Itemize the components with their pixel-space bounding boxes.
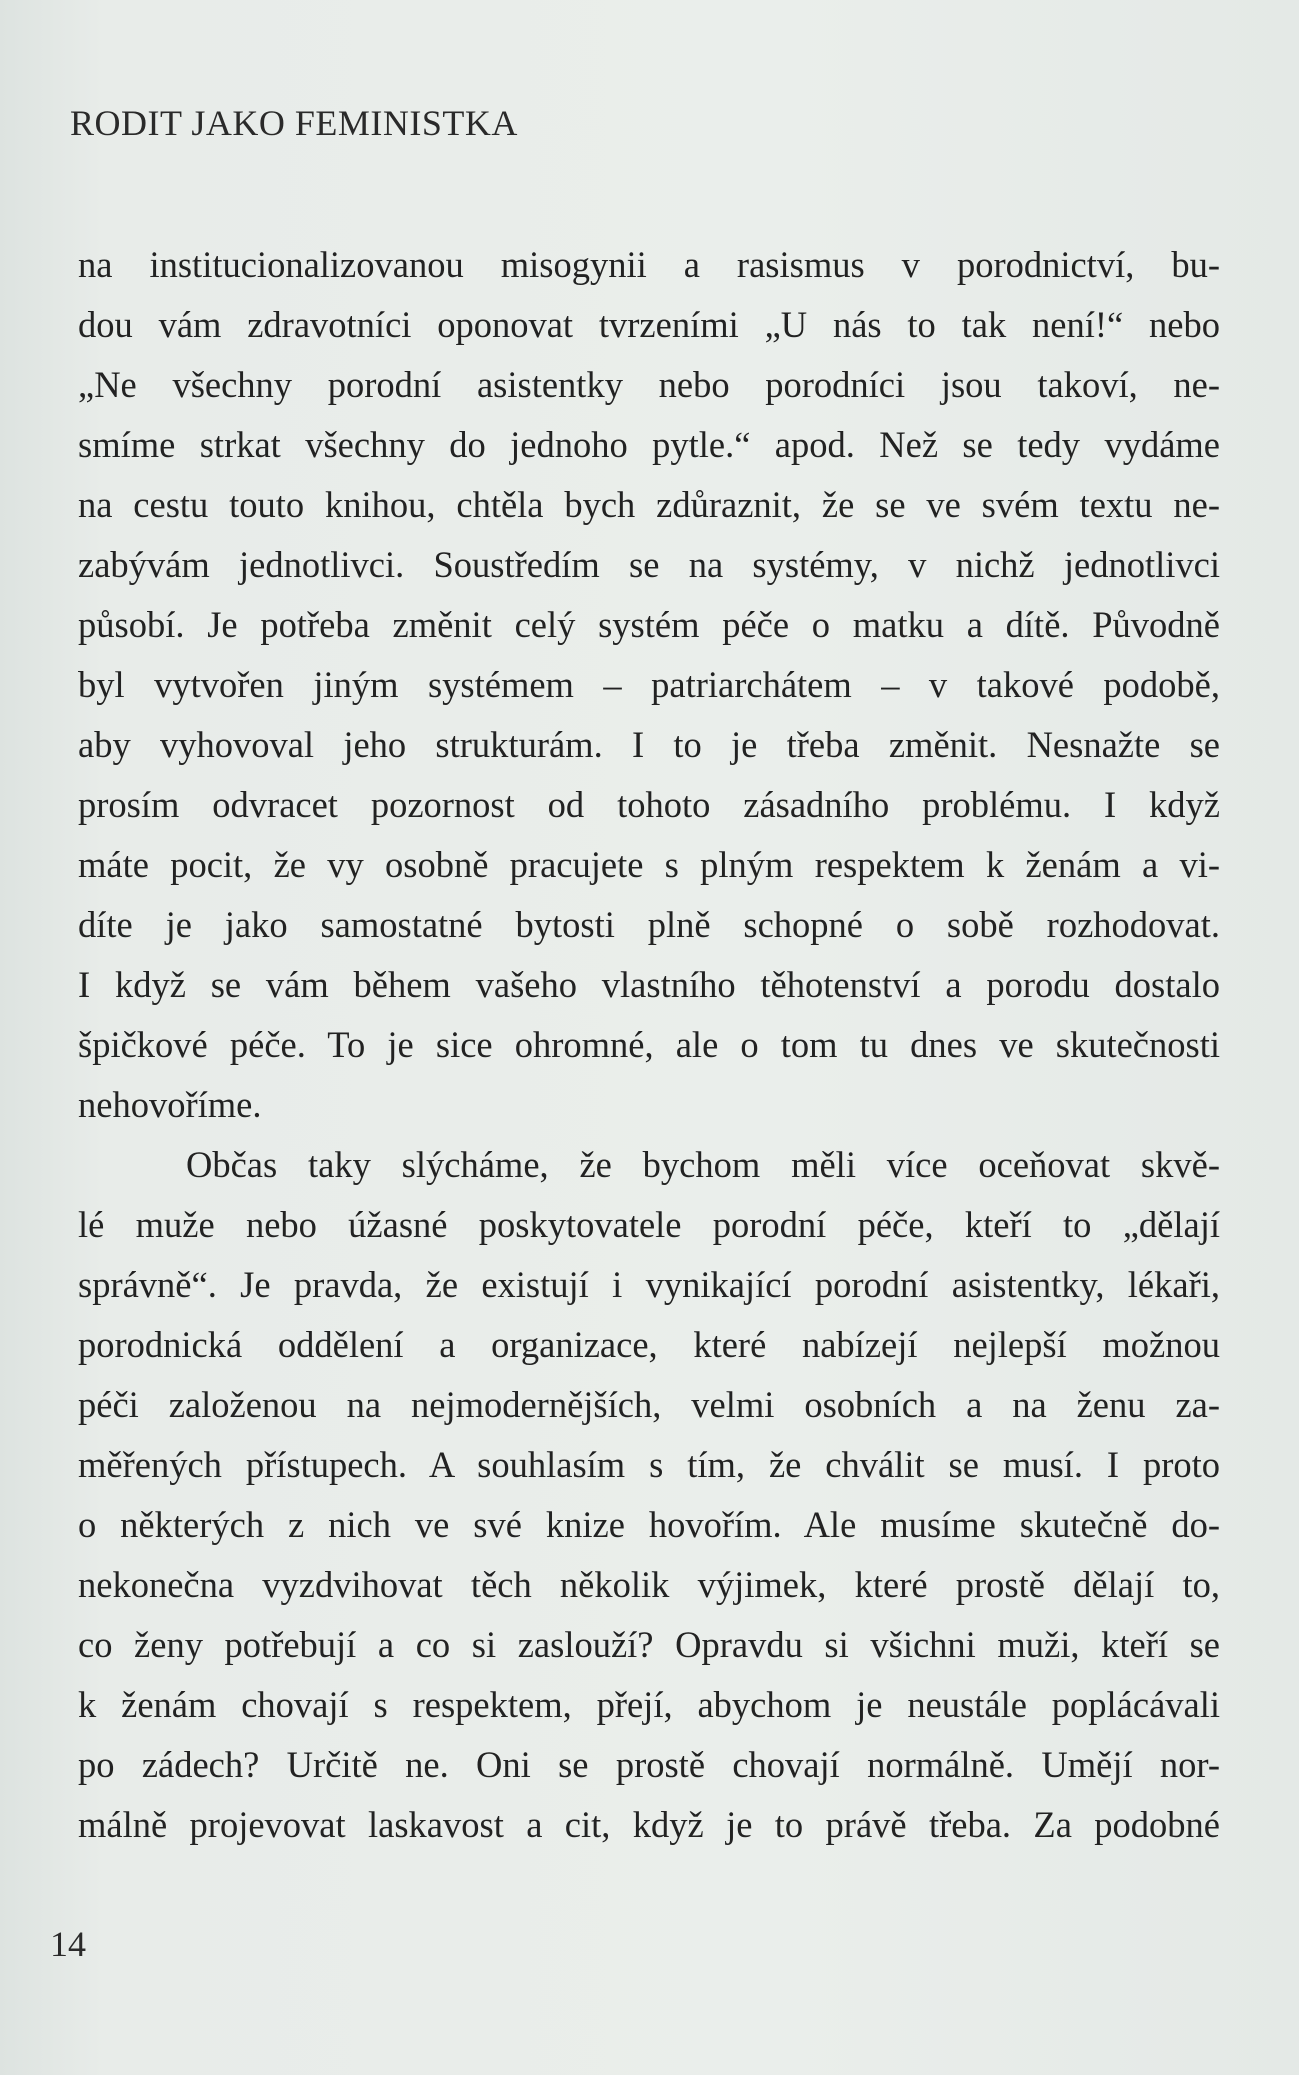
text-line: máte pocit, že vy osobně pracujete s plným respektem k ženám a vi- — [78, 844, 1220, 885]
text-line: působí. Je potřeba změnit celý systém péče o matku a dítě. Původně — [78, 604, 1220, 645]
text-line: málně projevovat laskavost a cit, když je to právě třeba. Za podobné — [78, 1804, 1220, 1845]
text-line: nekonečna vyzdvihovat těch několik výjimek, které prostě dělají to, — [78, 1564, 1220, 1605]
text-line: špičkové péče. To je sice ohromné, ale o tom tu dnes ve skutečnosti — [78, 1024, 1220, 1065]
body-text — [78, 235, 1220, 1855]
text-line: lé muže nebo úžasné poskytovatele porodní péče, kteří to „dělají — [78, 1204, 1220, 1245]
text-line: prosím odvracet pozornost od tohoto zásadního problému. I když — [78, 784, 1220, 825]
text-line: „Ne všechny porodní asistentky nebo porodníci jsou takoví, ne- — [78, 364, 1220, 405]
page-number: 14 — [50, 1924, 86, 1964]
text-line: na cestu touto knihou, chtěla bych zdůraznit, že se ve svém textu ne- — [78, 484, 1220, 525]
text-line: I když se vám během vašeho vlastního těhotenství a porodu dostalo — [78, 964, 1220, 1005]
text-line: zabývám jednotlivci. Soustředím se na systémy, v nichž jednotlivci — [78, 544, 1220, 585]
text-line: na institucionalizovanou misogynii a rasismus v porodnictví, bu- — [78, 244, 1220, 285]
running-head: RODIT JAKO FEMINISTKA — [70, 103, 518, 143]
text-line: k ženám chovají s respektem, přejí, abychom je neustále poplácávali — [78, 1684, 1220, 1725]
text-line: po zádech? Určitě ne. Oni se prostě chovají normálně. Umějí nor- — [78, 1744, 1220, 1785]
text-line: smíme strkat všechny do jednoho pytle.“ apod. Než se tedy vydáme — [78, 424, 1220, 465]
text-line: aby vyhovoval jeho strukturám. I to je třeba změnit. Nesnažte se — [78, 724, 1220, 765]
text-line: co ženy potřebují a co si zaslouží? Opravdu si všichni muži, kteří se — [78, 1624, 1220, 1665]
paragraph-1 — [78, 235, 1220, 1135]
text-line: nehovoříme. — [78, 1084, 262, 1125]
text-line: měřených přístupech. A souhlasím s tím, že chválit se musí. I proto — [78, 1444, 1220, 1485]
text-line: Občas taky slýcháme, že bychom měli více oceňovat skvě- — [186, 1144, 1220, 1185]
text-line: správně“. Je pravda, že existují i vynikající porodní asistentky, lékaři, — [78, 1264, 1220, 1305]
text-line: o některých z nich ve své knize hovořím. Ale musíme skutečně do- — [78, 1504, 1220, 1545]
text-line: díte je jako samostatné bytosti plně schopné o sobě rozhodovat. — [78, 904, 1220, 945]
text-line: porodnická oddělení a organizace, které nabízejí nejlepší možnou — [78, 1324, 1220, 1365]
text-line: dou vám zdravotníci oponovat tvrzeními „U nás to tak není!“ nebo — [78, 304, 1220, 345]
text-line: péči založenou na nejmodernějších, velmi osobních a na ženu za- — [78, 1384, 1220, 1425]
paragraph-2 — [78, 1135, 1220, 1855]
text-line: byl vytvořen jiným systémem – patriarchátem – v takové podobě, — [78, 664, 1220, 705]
